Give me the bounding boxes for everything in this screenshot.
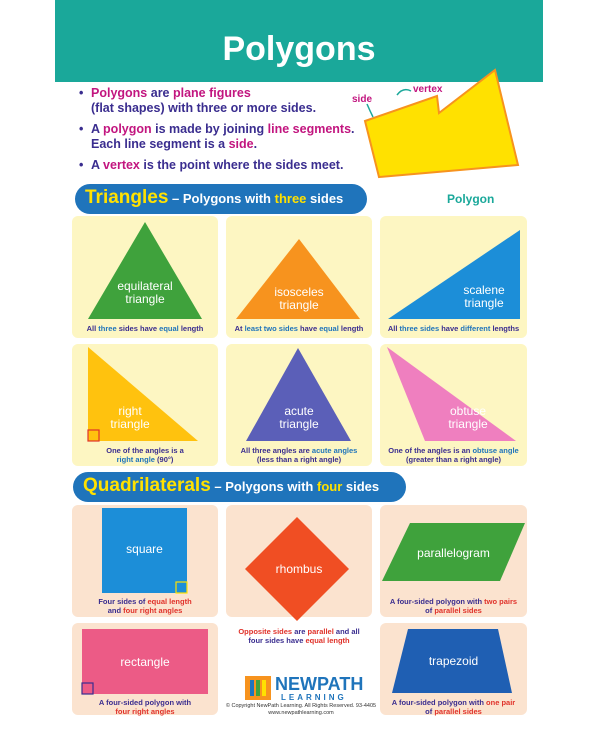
logo-icon bbox=[245, 676, 271, 700]
label-scalene: scalene bbox=[463, 283, 505, 297]
copyright-text: © Copyright NewPath Learning. All Rights Reserved. 93-4405 bbox=[225, 703, 377, 709]
label-parallelogram: parallelogram bbox=[417, 546, 490, 560]
bullet-polygons: • Polygons are plane figures (flat shapes) with three or more sides. bbox=[79, 86, 379, 116]
vertex-label: vertex bbox=[413, 84, 443, 95]
vertex-arrow bbox=[397, 90, 411, 95]
label-square: square bbox=[126, 542, 163, 556]
caption-rectangle: A four-sided polygon with four right angles bbox=[98, 698, 192, 716]
label-right: right bbox=[118, 404, 142, 418]
label-triangle: triangle bbox=[110, 417, 150, 431]
side-label: side bbox=[352, 94, 373, 105]
bullet-vertex: • A vertex is the point where the sides meet. bbox=[79, 158, 379, 173]
label-rhombus: rhombus bbox=[275, 562, 323, 576]
intro-bullets bbox=[79, 86, 379, 179]
caption-isosceles: At least two sides have equal length bbox=[234, 324, 364, 333]
card-acute bbox=[226, 344, 372, 466]
poster bbox=[55, 0, 543, 733]
label-trapezoid: trapezoid bbox=[428, 654, 479, 668]
polygon-caption: Polygon bbox=[447, 192, 495, 206]
label-triangle: triangle bbox=[279, 298, 319, 312]
card-obtuse bbox=[380, 344, 527, 466]
label-triangle: triangle bbox=[464, 296, 504, 310]
caption-obtuse: One of the angles is an obtuse angle (greater than a right angle) bbox=[388, 446, 519, 464]
card-equilateral bbox=[72, 216, 218, 338]
label-rectangle: rectangle bbox=[120, 655, 170, 669]
label-triangle: triangle bbox=[125, 292, 165, 306]
caption-rhombus: Opposite sides are parallel and all four sides have equal length bbox=[238, 627, 360, 645]
label-obtuse: obtuse bbox=[449, 404, 487, 418]
caption-right: One of the angles is a right angle (90°) bbox=[106, 446, 184, 464]
card-rhombus bbox=[226, 505, 372, 651]
card-square bbox=[72, 505, 218, 617]
website-text: www.newpathlearning.com bbox=[268, 710, 334, 716]
caption-scalene: All three sides have different lengths bbox=[387, 324, 520, 333]
card-isosceles bbox=[226, 216, 372, 338]
label-equilateral: equilateral bbox=[117, 279, 173, 293]
logo-brand-sub: LEARNING bbox=[281, 693, 347, 702]
card-parallelogram bbox=[380, 505, 527, 617]
caption-equilateral: All three sides have equal length bbox=[86, 324, 204, 333]
bullet-polygon-definition: • A polygon is made by joining line segments. Each line segment is a side. bbox=[79, 122, 379, 152]
label-triangle: triangle bbox=[279, 417, 319, 431]
side-arrow bbox=[367, 104, 373, 117]
card-right bbox=[72, 344, 218, 466]
label-acute: acute bbox=[284, 404, 314, 418]
card-rectangle bbox=[72, 623, 218, 715]
triangles-section-header: Triangles – Polygons with three sides bbox=[75, 184, 367, 214]
card-scalene bbox=[380, 216, 527, 338]
label-triangle: triangle bbox=[448, 417, 488, 431]
logo-brand: NEWPATH bbox=[275, 674, 364, 694]
quadrilaterals-section-header: Quadrilaterals – Polygons with four sides bbox=[73, 472, 406, 502]
caption-trapezoid: A four-sided polygon with one pair of parallel sides bbox=[391, 698, 516, 716]
caption-parallelogram: A four-sided polygon with two pairs of parallel sides bbox=[389, 597, 518, 615]
page-title: Polygons bbox=[222, 30, 376, 68]
label-isosceles: isosceles bbox=[274, 285, 324, 299]
card-trapezoid bbox=[380, 623, 527, 715]
caption-square: Four sides of equal length and four right angles bbox=[98, 597, 192, 615]
caption-acute: All three angles are acute angles (less than a right angle) bbox=[240, 446, 358, 464]
newpath-logo bbox=[223, 672, 379, 716]
